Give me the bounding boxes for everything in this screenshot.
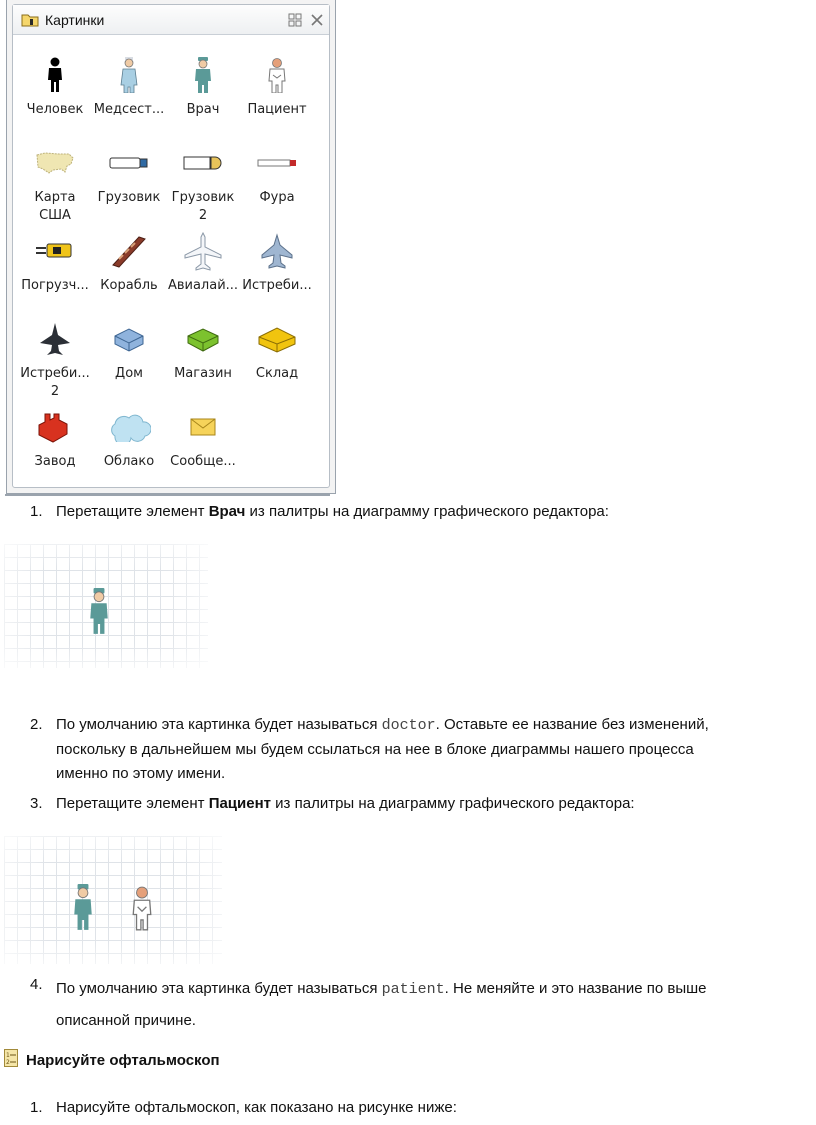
palette-title: Картинки [45,12,105,28]
section-title: Нарисуйте офтальмоскоп [26,1052,220,1069]
picture-name-code: doctor [381,717,436,734]
numbered-list-icon [4,1049,18,1067]
palette-item-label: Погрузч... [21,278,89,293]
palette-item-truck[interactable] [91,143,167,207]
step-text: Нарисуйте офтальмоскоп, как показано на рисунке ниже: [56,1099,457,1116]
palette-item-store[interactable] [165,319,241,383]
diagram-canvas-2 [4,836,222,964]
palette-item-ship[interactable] [91,231,167,295]
palette-panel [6,0,336,494]
factory-icon [35,411,75,443]
message-icon [190,417,216,437]
doctor-figure[interactable] [88,588,110,636]
palette-item-factory[interactable] [17,407,93,471]
palette-item-nurse[interactable] [91,55,167,119]
fighter-icon [259,233,295,269]
lorry-icon [257,157,297,169]
palette-item-label: Магазин [174,366,232,381]
person-icon [45,57,65,93]
fighter2-icon [37,321,73,357]
svg-text:2: 2 [6,1059,10,1066]
step-2 [30,713,800,785]
patient-figure[interactable] [131,886,153,932]
palette-item-label: Корабль [100,278,158,293]
palette-item-label: Человек [26,102,84,117]
step-text: Перетащите элемент Пациент из палитры на диаграмму графического редактора: [56,795,635,812]
step-text: По умолчанию эта картинка будет называться patient. Не меняйте и это название по выше описанной причине. [56,980,707,1029]
doctor-icon [193,57,213,93]
patient-icon [267,57,287,93]
step-4 [30,973,800,1033]
palette-body [12,4,330,488]
palette-item-cloud[interactable] [91,407,167,471]
step-number: 1. [30,503,43,520]
truck2-icon [183,154,223,172]
step-3 [30,792,790,816]
cloud-icon [107,412,151,442]
palette-item-label: Облако [103,454,155,469]
truck-icon [109,155,149,171]
nurse-icon [119,57,139,93]
usa-map-icon [35,151,75,175]
palette-item-truck2[interactable] [165,143,241,225]
airliner-icon [183,231,223,271]
palette-item-lorry[interactable] [239,143,315,207]
ship-icon [109,233,149,269]
step-number: 3. [30,795,43,812]
step-number: 2. [30,716,43,733]
palette-item-label: Дом [115,366,143,381]
doctor-figure[interactable] [72,884,94,932]
palette-item-message[interactable] [165,407,241,471]
palette-item-label: Склад [255,366,299,381]
warehouse-icon [257,325,297,353]
palette-item-label: Пациент [247,102,307,117]
palette-item-label: Карта США [34,190,76,223]
palette-item-label: Истреби... 2 [20,366,90,399]
palette-item-patient[interactable] [239,55,315,119]
palette-item-label: Грузовик 2 [171,190,235,223]
palette-item-label: Авиалай... [167,278,239,293]
forklift-icon [35,242,75,260]
palette-header [13,5,329,35]
palette-item-label: Грузовик [97,190,161,205]
picture-name-code: patient [381,981,445,998]
step-text: По умолчанию эта картинка будет называться doctor. Оставьте ее название без изменений, поскольку в дальнейшем мы будем ссылаться на нее в блоке диаграммы нашего процесса именно по этому имени. [56,716,709,782]
palette-item-label: Истреби... [242,278,312,293]
palette-item-forklift[interactable] [17,231,93,295]
palette-item-doctor[interactable] [165,55,241,119]
step-5 [30,1096,790,1120]
svg-text:1: 1 [6,1052,10,1059]
palette-item-label: Медсест... [93,102,165,117]
palette-item-house[interactable] [91,319,167,383]
step-number: 4. [30,976,43,993]
folder-icon [21,13,39,27]
step-text: Перетащите элемент Врач из палитры на диаграмму графического редактора: [56,503,609,520]
palette-item-ref: Пациент [208,795,272,812]
diagram-canvas-1 [4,544,208,668]
palette-item-person[interactable] [17,55,93,119]
palette-item-label: Врач [186,102,220,117]
palette-item-warehouse[interactable] [239,319,315,383]
store-icon [185,326,221,352]
palette-item-label: Сообще... [170,454,236,469]
palette-item-label: Завод [34,454,76,469]
palette-item-fighter2[interactable] [17,319,93,401]
house-icon [111,326,147,352]
step-1 [30,500,790,524]
step-number: 1. [30,1099,43,1116]
palette-item-ref: Врач [208,503,246,520]
restore-icon[interactable] [287,12,303,28]
palette-item-label: Фура [259,190,295,205]
close-icon[interactable] [309,12,325,28]
palette-bottom-border [5,494,330,496]
palette-item-usa-map[interactable] [17,143,93,225]
palette-item-airliner[interactable] [165,231,241,295]
palette-item-fighter[interactable] [239,231,315,295]
